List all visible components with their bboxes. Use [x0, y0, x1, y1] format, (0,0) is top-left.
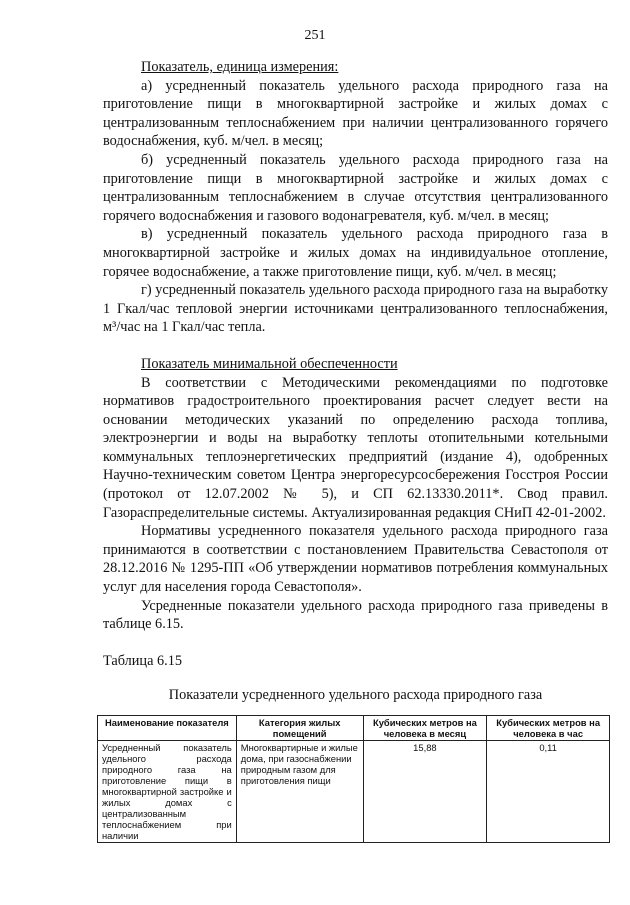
cell-category: Многоквартирные и жилые дома, при газоснабжении природным газом для приготовления пищи — [236, 741, 363, 843]
section-heading-minimal-provision: Показатель минимальной обеспеченности — [141, 355, 398, 372]
indicator-item-g: г) усредненный показатель удельного расхода природного газа на выработку 1 Гкал/час тепловой энергии источниками централизованного теплоснабжения, м³/час на 1 Гкал/час тепла. — [103, 282, 608, 336]
table-header-row — [98, 716, 610, 741]
table-title: Показатели усредненного удельного расхода природного газа — [168, 687, 543, 703]
page-number: 251 — [304, 28, 326, 43]
cell-indicator: Усредненный показатель удельного расхода природного газа на приготовление пищи в многоквартирной застройке и жилых домах с централизованным теплоснабжением при наличии — [98, 741, 237, 843]
gas-consumption-table — [97, 715, 610, 843]
document-body — [103, 58, 608, 634]
table-label: Таблица 6.15 — [103, 653, 183, 669]
header-per-hour: Кубических метров на человека в час — [487, 716, 610, 741]
table-row — [98, 741, 610, 843]
header-indicator-name: Наименование показателя — [98, 716, 237, 741]
header-per-month: Кубических метров на человека в месяц — [363, 716, 487, 741]
header-dwelling-category: Категория жилых помещений — [236, 716, 363, 741]
cell-per-hour: 0,11 — [487, 741, 610, 843]
paragraph-table-reference: Усредненные показатели удельного расхода природного газа приведены в таблице 6.15. — [103, 597, 608, 633]
indicator-item-a: а) усредненный показатель удельного расхода природного газа на приготовление пищи в многоквартирной застройке и жилых домах с централизованным теплоснабжением при наличии централизованного горячего водоснабжения, куб. м/чел. в месяц; — [103, 77, 608, 150]
indicator-item-v: в) усредненный показатель удельного расхода природного газа в многоквартирной застройке и жилых домах на индивидуальное отопление, горячее водоснабжение, а также приготовление пищи, куб. м/чел. в месяц; — [103, 226, 608, 280]
section-heading-indicator: Показатель, единица измерения: — [141, 59, 339, 75]
cell-per-month: 15,88 — [363, 741, 487, 843]
paragraph-methodology: В соответствии с Методическими рекомендациями по подготовке нормативов градостроительного проектирования расчет следует вести на основании методических указаний по определению расхода топлива, электроэнергии и воды на выработку теплоты отопительными котельными коммунальных теплоэнергетических предприятий (издание 4), одобренных Научно-техническим советом Центра энергоресурсосбережения Госстроя России (протокол от 12.07.2002 № 5), и СП 62.13330.2011*. Свод правил. Газораспределительные системы. Актуализированная редакция СНиП 42-01-2002. — [103, 374, 608, 521]
paragraph-norms: Нормативы усредненного показателя удельного расхода природного газа принимаются в соответствии с постановлением Правительства Севастополя от 28.12.2016 № 1295-ПП «Об утверждении нормативов потребления коммунальных услуг для населения города Севастополя». — [103, 523, 608, 596]
indicator-item-b: б) усредненный показатель удельного расхода природного газа на приготовление пищи в многоквартирной застройке и жилых домах с централизованным теплоснабжением в случае отсутствия централизованного горячего водоснабжения и газового водонагревателя, куб. м/чел. в месяц; — [103, 151, 608, 224]
